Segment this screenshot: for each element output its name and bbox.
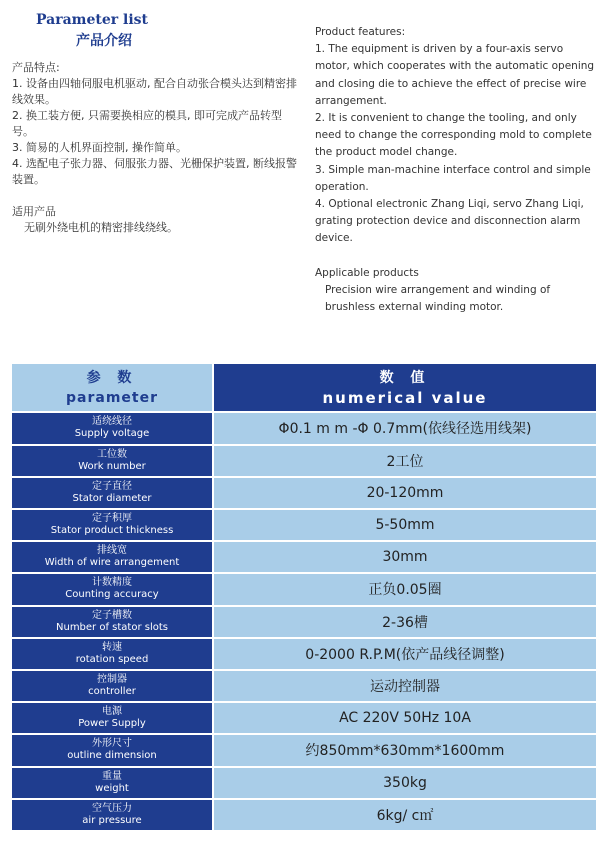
applicable-heading-en: Applicable products xyxy=(315,266,419,279)
table-row xyxy=(12,607,596,637)
applicable-heading-zh: 适用产品 xyxy=(12,205,56,218)
row-label xyxy=(12,768,214,798)
row-label-en: Supply voltage xyxy=(74,428,150,440)
row-label-en: Work number xyxy=(78,460,146,472)
row-value: AC 220V 50Hz 10A xyxy=(214,703,596,733)
header-parameter-en: parameter xyxy=(66,389,158,406)
row-label-en: rotation speed xyxy=(75,653,149,665)
row-value: 350kg xyxy=(214,768,596,798)
table-row xyxy=(12,542,596,572)
feature-en-2: 2. It is convenient to change the tooling, and only need to change the corresponding mold to complete the product model change. xyxy=(315,112,592,159)
row-label-zh: 适绕线径 xyxy=(92,416,132,428)
row-label xyxy=(12,703,214,733)
row-value: 运动控制器 xyxy=(214,671,596,701)
title-chinese: 产品介绍 xyxy=(76,33,132,49)
row-label-en: Number of stator slots xyxy=(56,621,168,633)
header-parameter-zh: 参 数 xyxy=(86,369,138,386)
table-row xyxy=(12,478,596,508)
row-label xyxy=(12,446,214,476)
table-row xyxy=(12,768,596,798)
row-value: 20-120mm xyxy=(214,478,596,508)
row-label xyxy=(12,800,214,830)
parameter-table xyxy=(12,362,596,832)
table-row xyxy=(12,510,596,540)
table-row xyxy=(12,800,596,830)
row-label-zh: 电源 xyxy=(102,706,122,718)
feature-zh-1: 1. 设备由四轴伺服电机驱动, 配合自动张合模头达到精密排线效果。 xyxy=(12,77,297,106)
features-heading-en: Product features: xyxy=(315,26,406,38)
row-value: 6kg/ c㎡ xyxy=(214,800,596,830)
row-label xyxy=(12,639,214,669)
row-value: 30mm xyxy=(214,542,596,572)
row-label xyxy=(12,574,214,604)
feature-en-1: 1. The equipment is driven by a four-axis servo motor, which cooperates with the automatic opening and closing die to achieve the effect of precise wire arrangement. xyxy=(315,43,595,107)
row-label xyxy=(12,735,214,765)
table-header-row xyxy=(12,364,596,411)
row-value: Φ0.1 m m -Φ 0.7mm(依线径选用线架) xyxy=(214,413,596,443)
table-row xyxy=(12,574,596,604)
row-label-zh: 排线宽 xyxy=(97,545,127,557)
row-label-zh: 转速 xyxy=(102,641,122,653)
table-row xyxy=(12,671,596,701)
title-english: Parameter list xyxy=(36,12,148,28)
row-value: 2工位 xyxy=(214,446,596,476)
row-label-zh: 空气压力 xyxy=(92,802,132,814)
header-value-zh: 数 值 xyxy=(379,369,431,386)
table-row xyxy=(12,413,596,443)
row-label-zh: 计数精度 xyxy=(92,577,132,589)
row-value: 2-36槽 xyxy=(214,607,596,637)
row-value: 正负0.05圈 xyxy=(214,574,596,604)
feature-zh-3: 3. 简易的人机界面控制, 操作简单。 xyxy=(12,141,187,154)
right-column-english xyxy=(315,24,600,316)
row-label-zh: 定子直径 xyxy=(92,480,132,492)
header-value-en: numerical value xyxy=(322,388,488,407)
row-label xyxy=(12,542,214,572)
row-label-en: Power Supply xyxy=(78,718,146,730)
row-label-en: air pressure xyxy=(82,814,142,826)
row-label-en: Stator diameter xyxy=(72,492,152,504)
row-label xyxy=(12,510,214,540)
row-label-en: Width of wire arrangement xyxy=(44,557,180,569)
row-label-zh: 定子槽数 xyxy=(92,609,132,621)
applicable-text-en: Precision wire arrangement and winding of brushless external winding motor. xyxy=(325,283,551,314)
row-value: 0-2000 R.P.M(依产品线径调整) xyxy=(214,639,596,669)
row-label-zh: 工位数 xyxy=(97,448,127,460)
left-column-chinese xyxy=(12,60,297,236)
row-label xyxy=(12,413,214,443)
table-row xyxy=(12,446,596,476)
row-label-zh: 定子积厚 xyxy=(92,513,132,525)
row-label-zh: 控制器 xyxy=(97,674,127,686)
row-label xyxy=(12,478,214,508)
row-label-zh: 外形尺寸 xyxy=(92,738,132,750)
header-value xyxy=(214,364,596,411)
features-heading-zh: 产品特点: xyxy=(12,61,60,74)
row-label xyxy=(12,607,214,637)
header-parameter xyxy=(12,364,214,411)
row-label-en: Stator product thickness xyxy=(50,525,174,537)
row-label-en: outline dimension xyxy=(67,750,157,762)
feature-zh-4: 4. 选配电子张力器、伺服张力器、光栅保护装置, 断线报警装置。 xyxy=(12,157,297,186)
feature-zh-2: 2. 换工装方便, 只需要换相应的模具, 即可完成产品转型号。 xyxy=(12,109,282,138)
row-label-en: controller xyxy=(88,686,136,698)
table-row xyxy=(12,703,596,733)
row-label-en: weight xyxy=(95,782,129,794)
table-row xyxy=(12,735,596,765)
feature-en-4: 4. Optional electronic Zhang Liqi, servo Zhang Liqi, grating protection device and disconnection alarm device. xyxy=(315,198,584,245)
row-value: 5-50mm xyxy=(214,510,596,540)
row-value: 约850mm*630mm*1600mm xyxy=(214,735,596,765)
feature-en-3: 3. Simple man-machine interface control and simple operation. xyxy=(315,163,591,193)
table-row xyxy=(12,639,596,669)
applicable-text-zh: 无刷外绕电机的精密排线绕线。 xyxy=(24,221,178,234)
row-label-en: Counting accuracy xyxy=(65,589,159,601)
row-label xyxy=(12,671,214,701)
row-label-zh: 重量 xyxy=(102,770,122,782)
